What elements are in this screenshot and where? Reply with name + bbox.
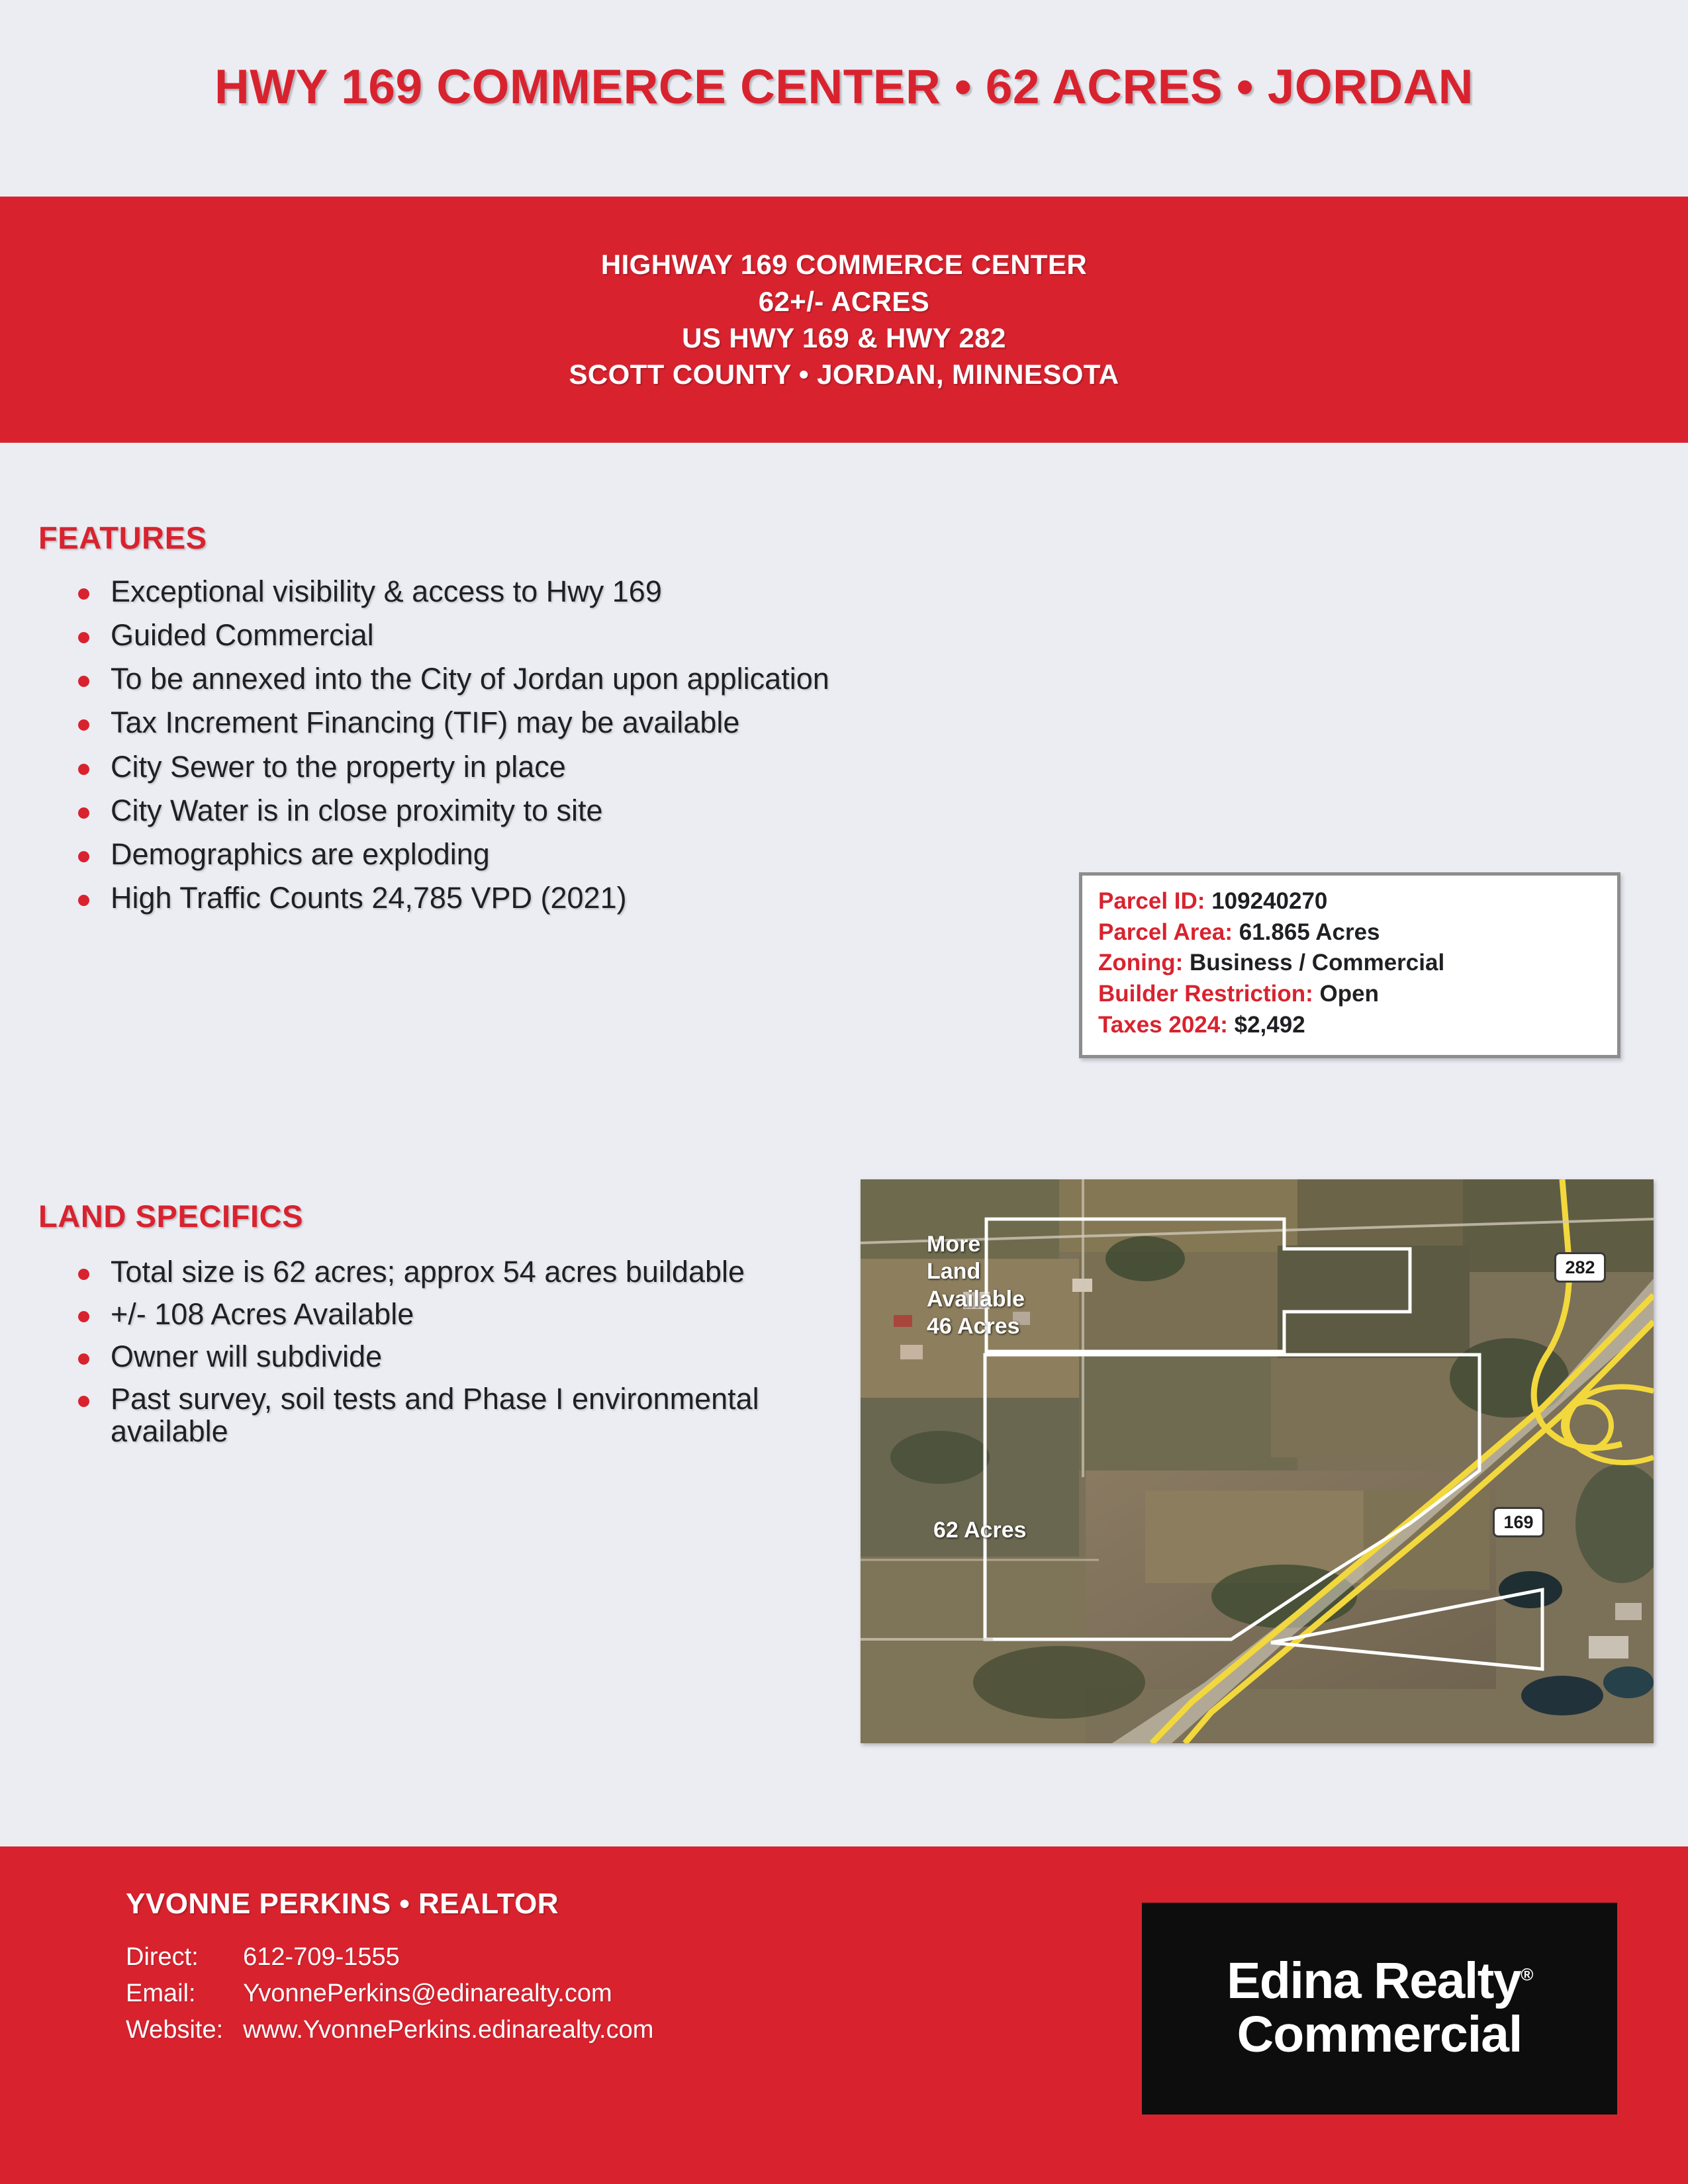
map-label-line: Land xyxy=(927,1259,981,1285)
list-item: To be annexed into the City of Jordan upon application xyxy=(66,663,1099,695)
contact-label: Direct: xyxy=(126,1943,199,1971)
parcel-row xyxy=(1098,887,1603,916)
parcel-row xyxy=(1098,919,1603,947)
map-label-more-land xyxy=(927,1231,1025,1341)
edina-realty-logo xyxy=(1142,1903,1617,2115)
parcel-row xyxy=(1098,1011,1603,1040)
map-label-parcel-acres: 62 Acres xyxy=(933,1518,1027,1543)
banner-line-4: SCOTT COUNTY • JORDAN, MINNESOTA xyxy=(569,359,1119,390)
parcel-value: $2,492 xyxy=(1234,1011,1305,1038)
list-item: +/- 108 Acres Available xyxy=(66,1298,814,1330)
banner-line-1: HIGHWAY 169 COMMERCE CENTER xyxy=(600,249,1088,281)
list-item: Total size is 62 acres; approx 54 acres buildable xyxy=(66,1256,814,1288)
list-item: High Traffic Counts 24,785 VPD (2021) xyxy=(66,882,1099,914)
logo-line-2: Commercial xyxy=(1237,2006,1523,2064)
contact-table xyxy=(126,1939,653,2048)
land-specifics-list xyxy=(66,1256,814,1458)
list-item: Demographics are exploding xyxy=(66,839,1099,870)
list-item: Owner will subdivide xyxy=(66,1341,814,1373)
page-title: HWY 169 COMMERCE CENTER • 62 ACRES • JORDAN xyxy=(214,60,1474,114)
map-label-line: Available xyxy=(927,1286,1025,1312)
list-item: City Sewer to the property in place xyxy=(66,751,1099,783)
logo-brand-text: Edina Realty xyxy=(1227,1952,1521,2010)
subtitle-banner xyxy=(0,197,1688,443)
table-row xyxy=(126,1976,653,2012)
contact-label: Email: xyxy=(126,1979,196,2007)
parcel-row xyxy=(1098,980,1603,1009)
parcel-info-box xyxy=(1079,872,1620,1058)
parcel-label: Taxes 2024: xyxy=(1098,1011,1228,1038)
parcel-label: Zoning: xyxy=(1098,950,1184,976)
agent-name: YVONNE PERKINS • REALTOR xyxy=(126,1888,559,1920)
table-row xyxy=(126,1939,653,1976)
parcel-label: Parcel ID: xyxy=(1098,888,1205,914)
contact-value-website[interactable]: www.YvonnePerkins.edinarealty.com xyxy=(243,2016,654,2044)
parcel-value: Open xyxy=(1319,981,1379,1007)
aerial-map xyxy=(861,1179,1654,1743)
footer-contact-bar xyxy=(0,1846,1688,2184)
table-row xyxy=(126,2012,653,2048)
map-label-line: More xyxy=(927,1232,981,1257)
page-title-container xyxy=(0,60,1688,114)
map-label-line: 46 Acres xyxy=(927,1314,1020,1340)
parcel-value: Business / Commercial xyxy=(1190,950,1445,976)
contact-value-phone[interactable]: 612-709-1555 xyxy=(243,1943,400,1971)
parcel-label: Parcel Area: xyxy=(1098,919,1233,945)
registered-trademark-icon: ® xyxy=(1521,1964,1532,1985)
banner-line-2: 62+/- ACRES xyxy=(758,285,930,317)
list-item: Past survey, soil tests and Phase I environmental available xyxy=(66,1383,814,1447)
features-list xyxy=(66,576,1099,926)
list-item: Tax Increment Financing (TIF) may be available xyxy=(66,707,1099,739)
features-heading: FEATURES xyxy=(38,520,207,555)
list-item: Guided Commercial xyxy=(66,619,1099,651)
list-item: City Water is in close proximity to site xyxy=(66,795,1099,827)
contact-value-email[interactable]: YvonnePerkins@edinarealty.com xyxy=(243,1979,612,2007)
highway-shield-282-icon: 282 xyxy=(1554,1252,1606,1283)
parcel-label: Builder Restriction: xyxy=(1098,981,1313,1007)
parcel-value: 61.865 Acres xyxy=(1239,919,1380,945)
highway-shield-169-icon: 169 xyxy=(1493,1507,1544,1537)
land-specifics-heading: LAND SPECIFICS xyxy=(38,1199,304,1234)
logo-line-1 xyxy=(1227,1952,1532,2010)
contact-label: Website: xyxy=(126,2016,224,2044)
list-item: Exceptional visibility & access to Hwy 169 xyxy=(66,576,1099,608)
parcel-row xyxy=(1098,949,1603,978)
parcel-value: 109240270 xyxy=(1211,888,1328,914)
banner-line-3: US HWY 169 & HWY 282 xyxy=(682,322,1006,353)
